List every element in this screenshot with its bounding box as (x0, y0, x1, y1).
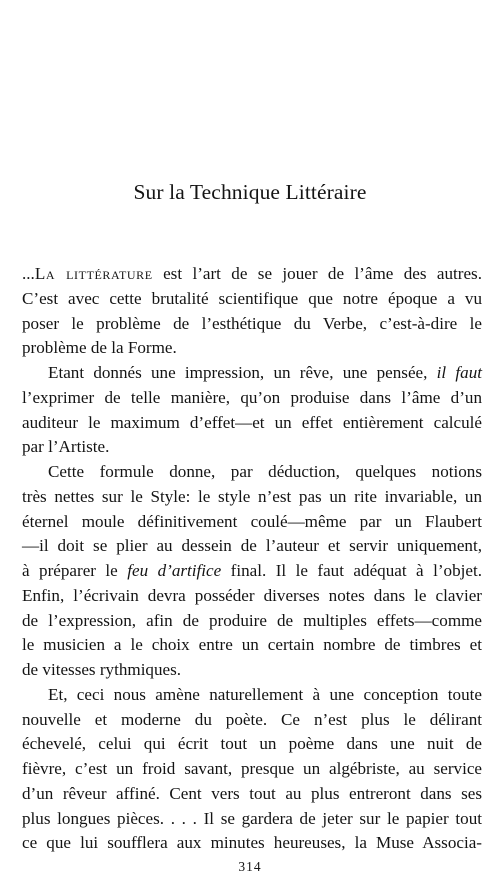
italic-run: il faut (436, 363, 482, 382)
text-line: poser le problème de l’esthétique du Verbe, c’est-à-dire le (22, 313, 482, 333)
text-line: le musicien a le choix entre un certain nombre de timbres et (22, 635, 482, 655)
text-line: ce que lui soufflera aux minutes heureuses, la Muse Associa- (22, 833, 482, 853)
text-line: l’exprimer de telle manière, qu’on produise dans l’âme d’un (22, 387, 482, 407)
text-line: de vitesses rythmiques. (22, 660, 182, 679)
text-line: auditeur le maximum d’effet—et un effet entièrement calculé (22, 412, 482, 432)
text-line: —il doit se plier au dessein de l’auteur et servir uniquement, (22, 536, 482, 556)
text-line: problème de la Forme. (22, 338, 177, 358)
lead-ellipsis: ... (22, 264, 35, 283)
text-line: Cette formule donne, par déduction, quelques notions (48, 462, 482, 481)
italic-run: feu d’artifice (127, 561, 222, 580)
text-line: Et, ceci nous amène naturellement à une conception toute (48, 684, 482, 704)
text-run: final. Il le faut adéquat à l’objet. (221, 561, 482, 580)
text-run: à préparer le (22, 561, 128, 580)
text-line (22, 262, 482, 287)
text-line: éternel moule définitivement coulé—même par un Flaubert (22, 511, 482, 531)
body-text (22, 262, 482, 856)
lead-small-caps: La littérature (34, 264, 153, 283)
text-line (22, 559, 482, 584)
text-line: par l’Artiste. (22, 437, 110, 457)
text-line: très nettes sur le Style: le style n’est pas un rite invariable, un (22, 486, 482, 506)
text-line: de l’expression, afin de produire de multiples effets—comme (22, 610, 482, 630)
text-line: Enfin, l’écrivain devra posséder diverses notes dans le clavier (22, 585, 482, 605)
text-line: C’est avec cette brutalité scientifique que notre époque a vu (22, 288, 482, 308)
text-line: d’un rêveur affiné. Cent vers tout au plus entreront dans ses (22, 783, 482, 803)
text-line: plus longues pièces. . . . Il se gardera de jeter sur le papier tout (22, 808, 482, 828)
text-line: fièvre, c’est un froid savant, presque un algébriste, au service (22, 759, 482, 778)
text-line: nouvelle et moderne du poète. Ce n’est plus le délirant (22, 709, 482, 729)
text-line: échevelé, celui qui écrit tout un poème dans une nuit de (22, 734, 482, 754)
text-run: Etant donnés une impression, un rêve, une pensée, (48, 363, 437, 382)
text-line (22, 361, 482, 386)
chapter-title: Sur la Technique Littéraire (133, 180, 367, 204)
page-number: 314 (238, 859, 262, 874)
lead-rest: est l’art de se jouer de l’âme des autres. (152, 264, 482, 283)
